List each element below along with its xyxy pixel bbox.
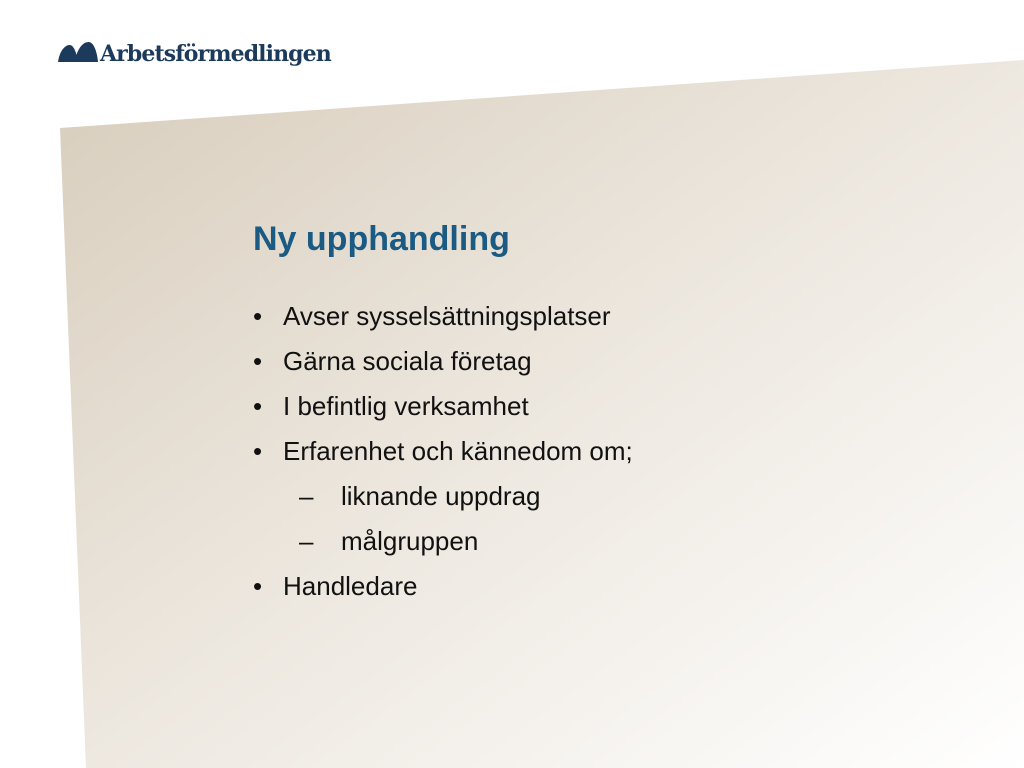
bullet-item bbox=[253, 385, 633, 430]
sub-bullet-text: liknande uppdrag bbox=[341, 481, 541, 511]
logo bbox=[58, 36, 331, 72]
bullet-text: Avser sysselsättningsplatser bbox=[283, 301, 611, 331]
bullet-list bbox=[253, 295, 633, 610]
bullet-marker: • bbox=[253, 346, 263, 376]
arbetsformedlingen-logo-icon bbox=[58, 41, 98, 67]
bullet-marker: • bbox=[253, 436, 263, 466]
sub-bullet-item bbox=[253, 475, 633, 520]
bullet-text: Handledare bbox=[283, 571, 418, 601]
logo-text: Arbetsförmedlingen bbox=[100, 41, 331, 67]
sub-bullet-text: målgruppen bbox=[341, 526, 479, 556]
bullet-marker: • bbox=[253, 301, 263, 331]
bullet-marker: • bbox=[253, 571, 263, 601]
sub-bullet-item bbox=[253, 520, 633, 565]
bullet-text: Gärna sociala företag bbox=[283, 346, 532, 376]
bullet-text: Erfarenhet och kännedom om; bbox=[283, 436, 633, 466]
bullet-item bbox=[253, 430, 633, 475]
bullet-item bbox=[253, 295, 633, 340]
bullet-marker: • bbox=[253, 391, 263, 421]
bullet-item bbox=[253, 565, 633, 610]
bullet-text: I befintlig verksamhet bbox=[283, 391, 529, 421]
sub-bullet-marker: – bbox=[299, 526, 314, 556]
slide-title: Ny upphandling bbox=[253, 220, 510, 258]
bullet-item bbox=[253, 340, 633, 385]
sub-bullet-marker: – bbox=[299, 481, 314, 511]
